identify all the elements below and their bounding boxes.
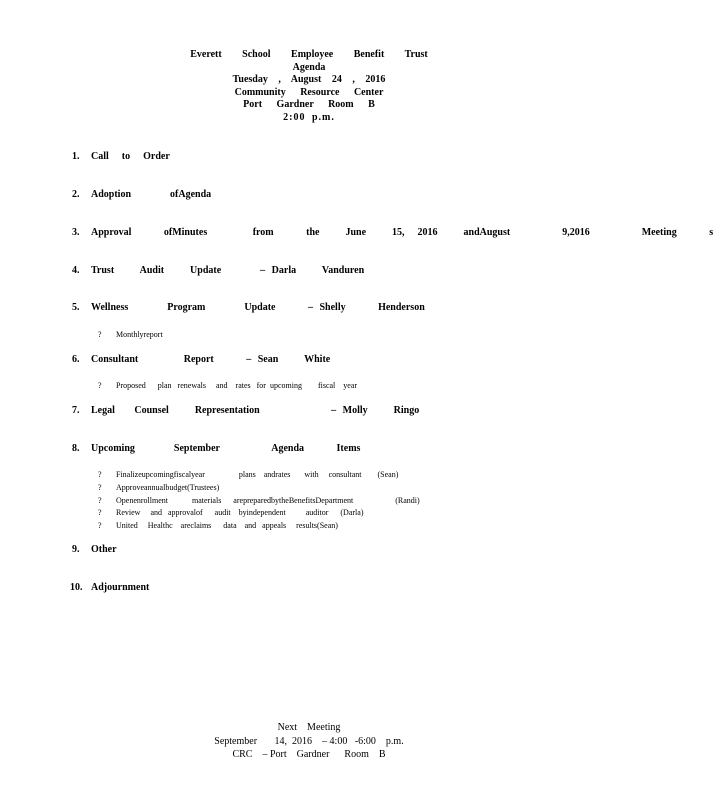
- agenda-item-number: 4.: [72, 265, 80, 276]
- agenda-item-number: 6.: [72, 354, 80, 365]
- document-title: Agenda: [292, 61, 326, 73]
- agenda-item-title: Other: [91, 544, 117, 555]
- meeting-time: 2:00 p.m.: [283, 111, 335, 123]
- agenda-subitem-text: Monthlyreport: [116, 329, 163, 339]
- agenda-item-number: 10.: [70, 582, 83, 593]
- agenda-header: [0, 49, 618, 125]
- agenda-item-title: Adjournment: [91, 582, 150, 593]
- agenda-subitem-text: Review and approvalof audit byindependent auditor (Darla): [116, 507, 364, 517]
- agenda-subitem: [90, 367, 357, 405]
- meeting-date: Tuesday , August 24 , 2016: [232, 74, 386, 86]
- agenda-item-number: 9.: [72, 544, 80, 555]
- agenda-subitem-text: Approveannualbudget(Trustees): [116, 482, 220, 492]
- agenda-item-title: Wellness Program Update – Shelly Henderson: [91, 302, 425, 313]
- agenda-item-number: 8.: [72, 443, 80, 454]
- agenda-item-number: 7.: [72, 405, 80, 416]
- agenda-subitem-text: United Healthc areclaims data and appeals results(Sean): [116, 520, 338, 530]
- agenda-item-title: Legal Counsel Representation – Molly Ringo: [91, 405, 420, 416]
- agenda-item-title: Upcoming September Agenda Items: [91, 443, 361, 454]
- meeting-room: Port Gardner Room B: [243, 99, 375, 111]
- trust-name: Everett School Employee Benefit Trust: [190, 49, 428, 60]
- agenda-item-title: Trust Audit Update – Darla Vanduren: [91, 265, 365, 276]
- bullet-icon: ?: [98, 329, 102, 339]
- agenda-item-title: Call to Order: [91, 151, 170, 162]
- bullet-icon: ?: [98, 520, 102, 530]
- agenda-subitem-text: Finalizeupcomingfiscalyear plans andrates with consultant (Sean): [116, 469, 399, 479]
- next-meeting-heading: Next Meeting: [277, 722, 341, 733]
- bullet-icon: ?: [98, 380, 102, 390]
- agenda-subitem-text: Openenrollment materials arepreparedbytheBenefitsDepartment (Randi): [116, 495, 420, 505]
- agenda-subitem-text: Proposed plan renewals and rates for upcoming fiscal year: [116, 380, 358, 390]
- meeting-location: Community Resource Center: [234, 86, 384, 98]
- bullet-icon: ?: [98, 507, 102, 517]
- agenda-subitem: [90, 316, 163, 354]
- agenda-item-number: 2.: [72, 189, 80, 200]
- agenda-item-number: 5.: [72, 302, 80, 313]
- agenda-item-title: Adoption ofAgenda: [91, 189, 212, 200]
- agenda-item-number: 3.: [72, 227, 80, 238]
- bullet-icon: ?: [98, 495, 102, 505]
- bullet-icon: ?: [98, 469, 102, 479]
- next-meeting-footer: [0, 721, 618, 762]
- agenda-item-title: Approval ofMinutes from the June 15, 2016 andAugust 9,2016 Meeting s: [91, 227, 713, 238]
- agenda-item-number: 1.: [72, 151, 80, 162]
- agenda-subitem: [90, 507, 338, 545]
- agenda-item-title: Consultant Report – Sean White: [91, 354, 331, 365]
- next-meeting-location: CRC – Port Gardner Room B: [232, 749, 386, 760]
- next-meeting-date: September 14, 2016 – 4:00 -6:00 p.m.: [214, 735, 404, 747]
- bullet-icon: ?: [98, 482, 102, 492]
